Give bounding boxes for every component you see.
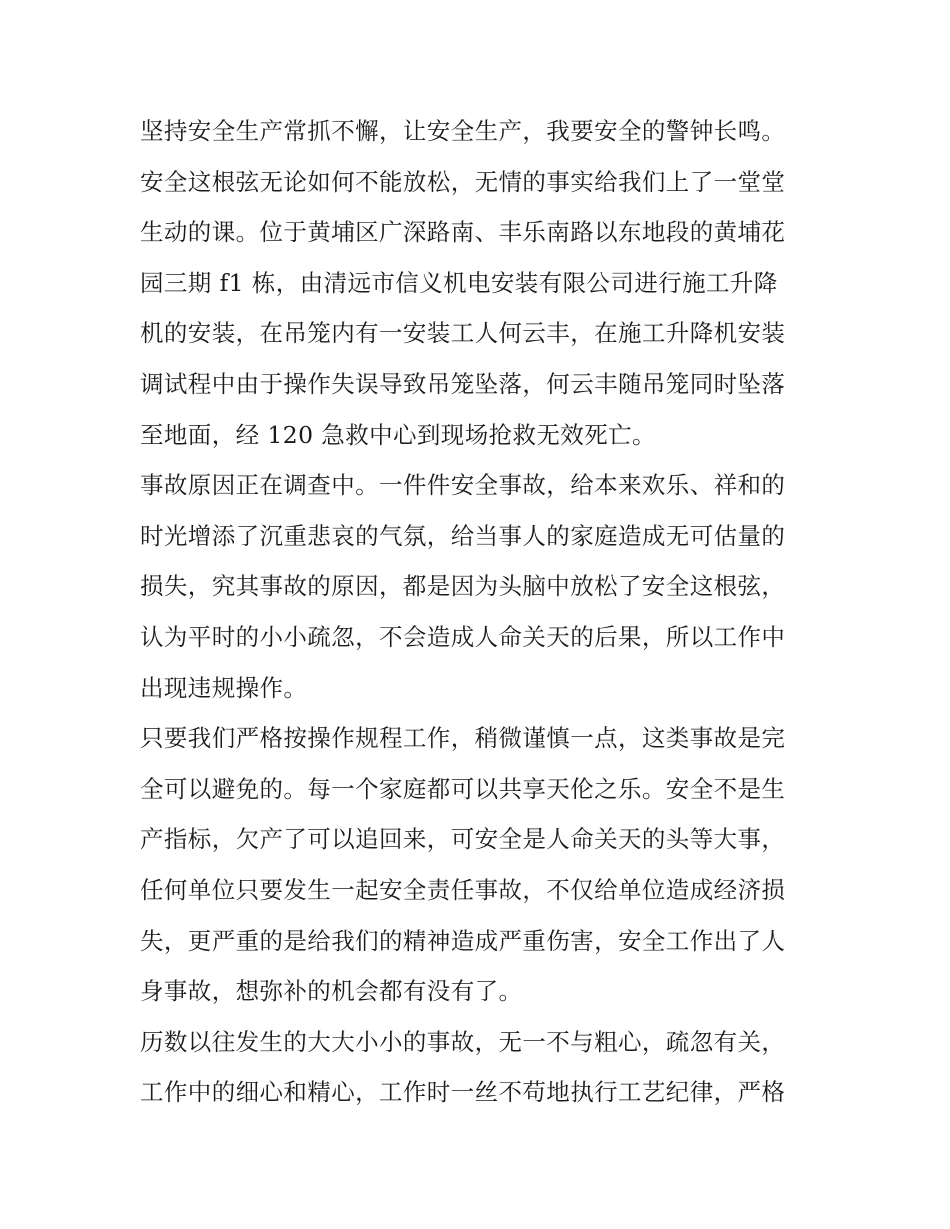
text-line: 历数以往发生的大大小小的事故，无一不与粗心，疏忽有关， [140,1027,786,1056]
text-line: 坚持安全生产常抓不懈，让安全生产，我要安全的警钟长鸣。 [140,117,786,145]
text-line: 失，更严重的是给我们的精神造成严重伤害，安全工作出了人 [140,926,786,955]
text-line: 工作中的细心和精心，工作时一丝不苟地执行工艺纪律，严格 [140,1078,786,1107]
text-line: 至地面，经 120 急救中心到现场抢救无效死亡。 [140,420,656,449]
text-line: 调试程中由于操作失误导致吊笼坠落，何云丰随吊笼同时坠落 [140,369,786,398]
text-line: 园三期 f1 栋，由清远市信义机电安装有限公司进行施工升降 [140,268,778,297]
text-line: 事故原因正在调查中。一件件安全事故，给本来欢乐、祥和的 [140,471,786,500]
text-line: 全可以避免的。每一个家庭都可以共享天伦之乐。安全不是生 [140,774,786,803]
text-line: 认为平时的小小疏忽，不会造成人命关天的后果，所以工作中 [140,622,786,651]
text-line: 任何单位只要发生一起安全责任事故，不仅给单位造成经济损 [140,875,786,904]
text-line: 机的安装，在吊笼内有一安装工人何云丰，在施工升降机安装 [140,319,786,348]
text-line: 时光增添了沉重悲哀的气氛，给当事人的家庭造成无可估量的 [140,521,786,550]
text-line: 只要我们严格按操作规程工作，稍微谨慎一点，这类事故是完 [140,724,786,753]
text-line: 安全这根弦无论如何不能放松，无情的事实给我们上了一堂堂 [140,167,786,196]
text-line: 产指标，欠产了可以追回来，可安全是人命关天的头等大事， [140,825,786,854]
document-body-text [140,106,820,1118]
text-line: 损失，究其事故的原因，都是因为头脑中放松了安全这根弦， [140,572,786,601]
text-line: 生动的课。位于黄埔区广深路南、丰乐南路以东地段的黄埔花 [140,218,786,247]
text-line: 身事故，想弥补的机会都有没有了。 [140,977,523,1006]
text-line: 出现违规操作。 [140,673,308,702]
